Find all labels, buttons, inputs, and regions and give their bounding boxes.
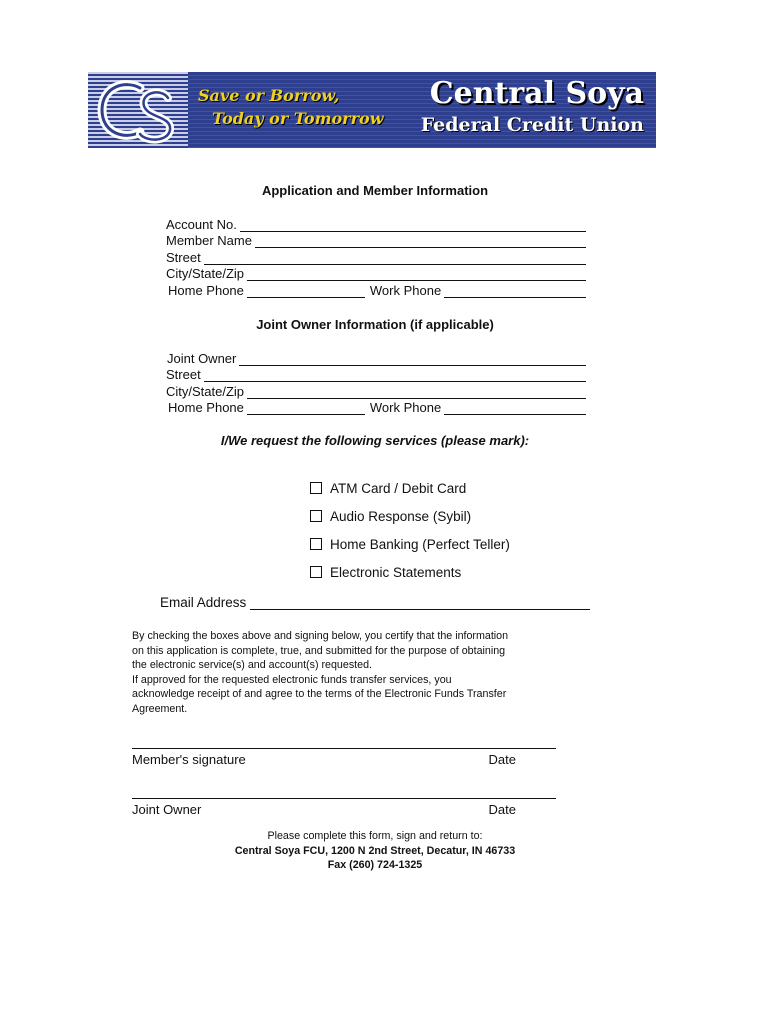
checkbox[interactable] — [310, 538, 322, 550]
member-city-field[interactable] — [166, 265, 586, 282]
disclaimer-line: If approved for the requested electronic funds transfer services, you — [132, 673, 452, 686]
option-label: Audio Response (Sybil) — [330, 508, 472, 524]
member-street-line[interactable] — [204, 253, 586, 265]
slogan-line-1: Save or Borrow, — [198, 86, 340, 105]
joint-date-label: Date — [488, 802, 516, 817]
member-date-label: Date — [488, 752, 516, 767]
joint-street-label: Street — [166, 367, 201, 382]
option-audio-response[interactable] — [310, 502, 510, 530]
checkbox[interactable] — [310, 482, 322, 494]
member-phone-field[interactable] — [166, 281, 586, 298]
credit-union-banner — [88, 72, 656, 148]
slogan-line-2: Today or Tomorrow — [212, 109, 384, 128]
option-label: Electronic Statements — [330, 564, 462, 580]
member-work-phone-label: Work Phone — [369, 282, 442, 298]
footer-address: Central Soya FCU, 1200 N 2nd Street, Decatur, IN 46733 — [234, 844, 516, 857]
return-instructions — [0, 829, 750, 873]
joint-owner-line[interactable] — [239, 354, 586, 366]
checkbox[interactable] — [310, 510, 322, 522]
services-options — [310, 474, 510, 586]
checkbox[interactable] — [310, 566, 322, 578]
member-name-field[interactable] — [166, 232, 586, 249]
joint-home-phone-label: Home Phone — [168, 400, 244, 415]
member-signature-block[interactable] — [132, 738, 556, 767]
member-section-heading: Application and Member Information — [261, 183, 489, 198]
member-home-phone-line[interactable] — [247, 286, 365, 298]
member-home-phone-label: Home Phone — [168, 282, 244, 298]
disclaimer-line: Agreement. — [132, 702, 188, 715]
joint-fields — [166, 349, 586, 415]
footer-instruction: Please complete this form, sign and return to: — [267, 830, 483, 842]
option-home-banking[interactable] — [310, 530, 510, 558]
email-field[interactable] — [160, 595, 590, 610]
member-name-label: Member Name — [166, 233, 252, 248]
joint-work-phone-line[interactable] — [444, 403, 586, 415]
option-atm-card[interactable] — [310, 474, 510, 502]
joint-phone-field[interactable] — [166, 399, 586, 416]
email-label: Email Address — [160, 595, 247, 610]
disclaimer-line: acknowledge receipt of and agree to the terms of the Electronic Funds Transfer — [132, 688, 507, 700]
joint-owner-label: Joint Owner — [167, 350, 237, 366]
joint-city-label: City/State/Zip — [166, 383, 245, 399]
member-street-field[interactable] — [166, 248, 586, 265]
joint-signature-line[interactable] — [132, 788, 556, 799]
credit-union-subtitle: Federal Credit Union — [420, 114, 644, 136]
option-electronic-statements[interactable] — [310, 558, 510, 586]
email-line[interactable] — [250, 597, 590, 610]
services-heading: I/We request the following services (please mark): — [220, 433, 530, 448]
certification-text — [132, 629, 582, 716]
disclaimer-line: the electronic service(s) and account(s) requested. — [132, 659, 372, 671]
account-no-field[interactable] — [166, 215, 586, 232]
cs-logo-icon — [88, 72, 188, 148]
joint-section-heading: Joint Owner Information (if applicable) — [256, 317, 494, 332]
member-city-line[interactable] — [247, 269, 586, 281]
member-signature-line[interactable] — [132, 738, 556, 749]
member-name-line[interactable] — [255, 236, 586, 248]
member-fields — [166, 215, 586, 298]
joint-home-phone-line[interactable] — [247, 403, 365, 415]
member-city-label: City/State/Zip — [166, 266, 245, 281]
joint-city-line[interactable] — [247, 387, 586, 399]
joint-owner-field[interactable] — [166, 349, 586, 366]
option-label: ATM Card / Debit Card — [330, 480, 467, 496]
member-work-phone-line[interactable] — [444, 286, 586, 298]
joint-street-field[interactable] — [166, 366, 586, 383]
joint-work-phone-label: Work Phone — [369, 400, 442, 415]
account-no-line[interactable] — [240, 220, 586, 232]
member-street-label: Street — [166, 249, 201, 265]
option-label: Home Banking (Perfect Teller) — [330, 536, 510, 552]
joint-signature-block[interactable] — [132, 788, 556, 817]
cs-logo — [88, 72, 188, 148]
joint-city-field[interactable] — [166, 382, 586, 399]
credit-union-name: Central Soya — [429, 76, 644, 111]
disclaimer-line: By checking the boxes above and signing below, you certify that the information — [132, 630, 509, 642]
disclaimer-line: on this application is complete, true, and submitted for the purpose of obtaining — [132, 644, 506, 657]
account-no-label: Account No. — [166, 216, 237, 232]
member-signature-label: Member's signature — [132, 752, 246, 767]
joint-street-line[interactable] — [204, 370, 586, 382]
joint-signature-label: Joint Owner — [132, 802, 202, 817]
footer-fax: Fax (260) 724-1325 — [327, 859, 423, 871]
